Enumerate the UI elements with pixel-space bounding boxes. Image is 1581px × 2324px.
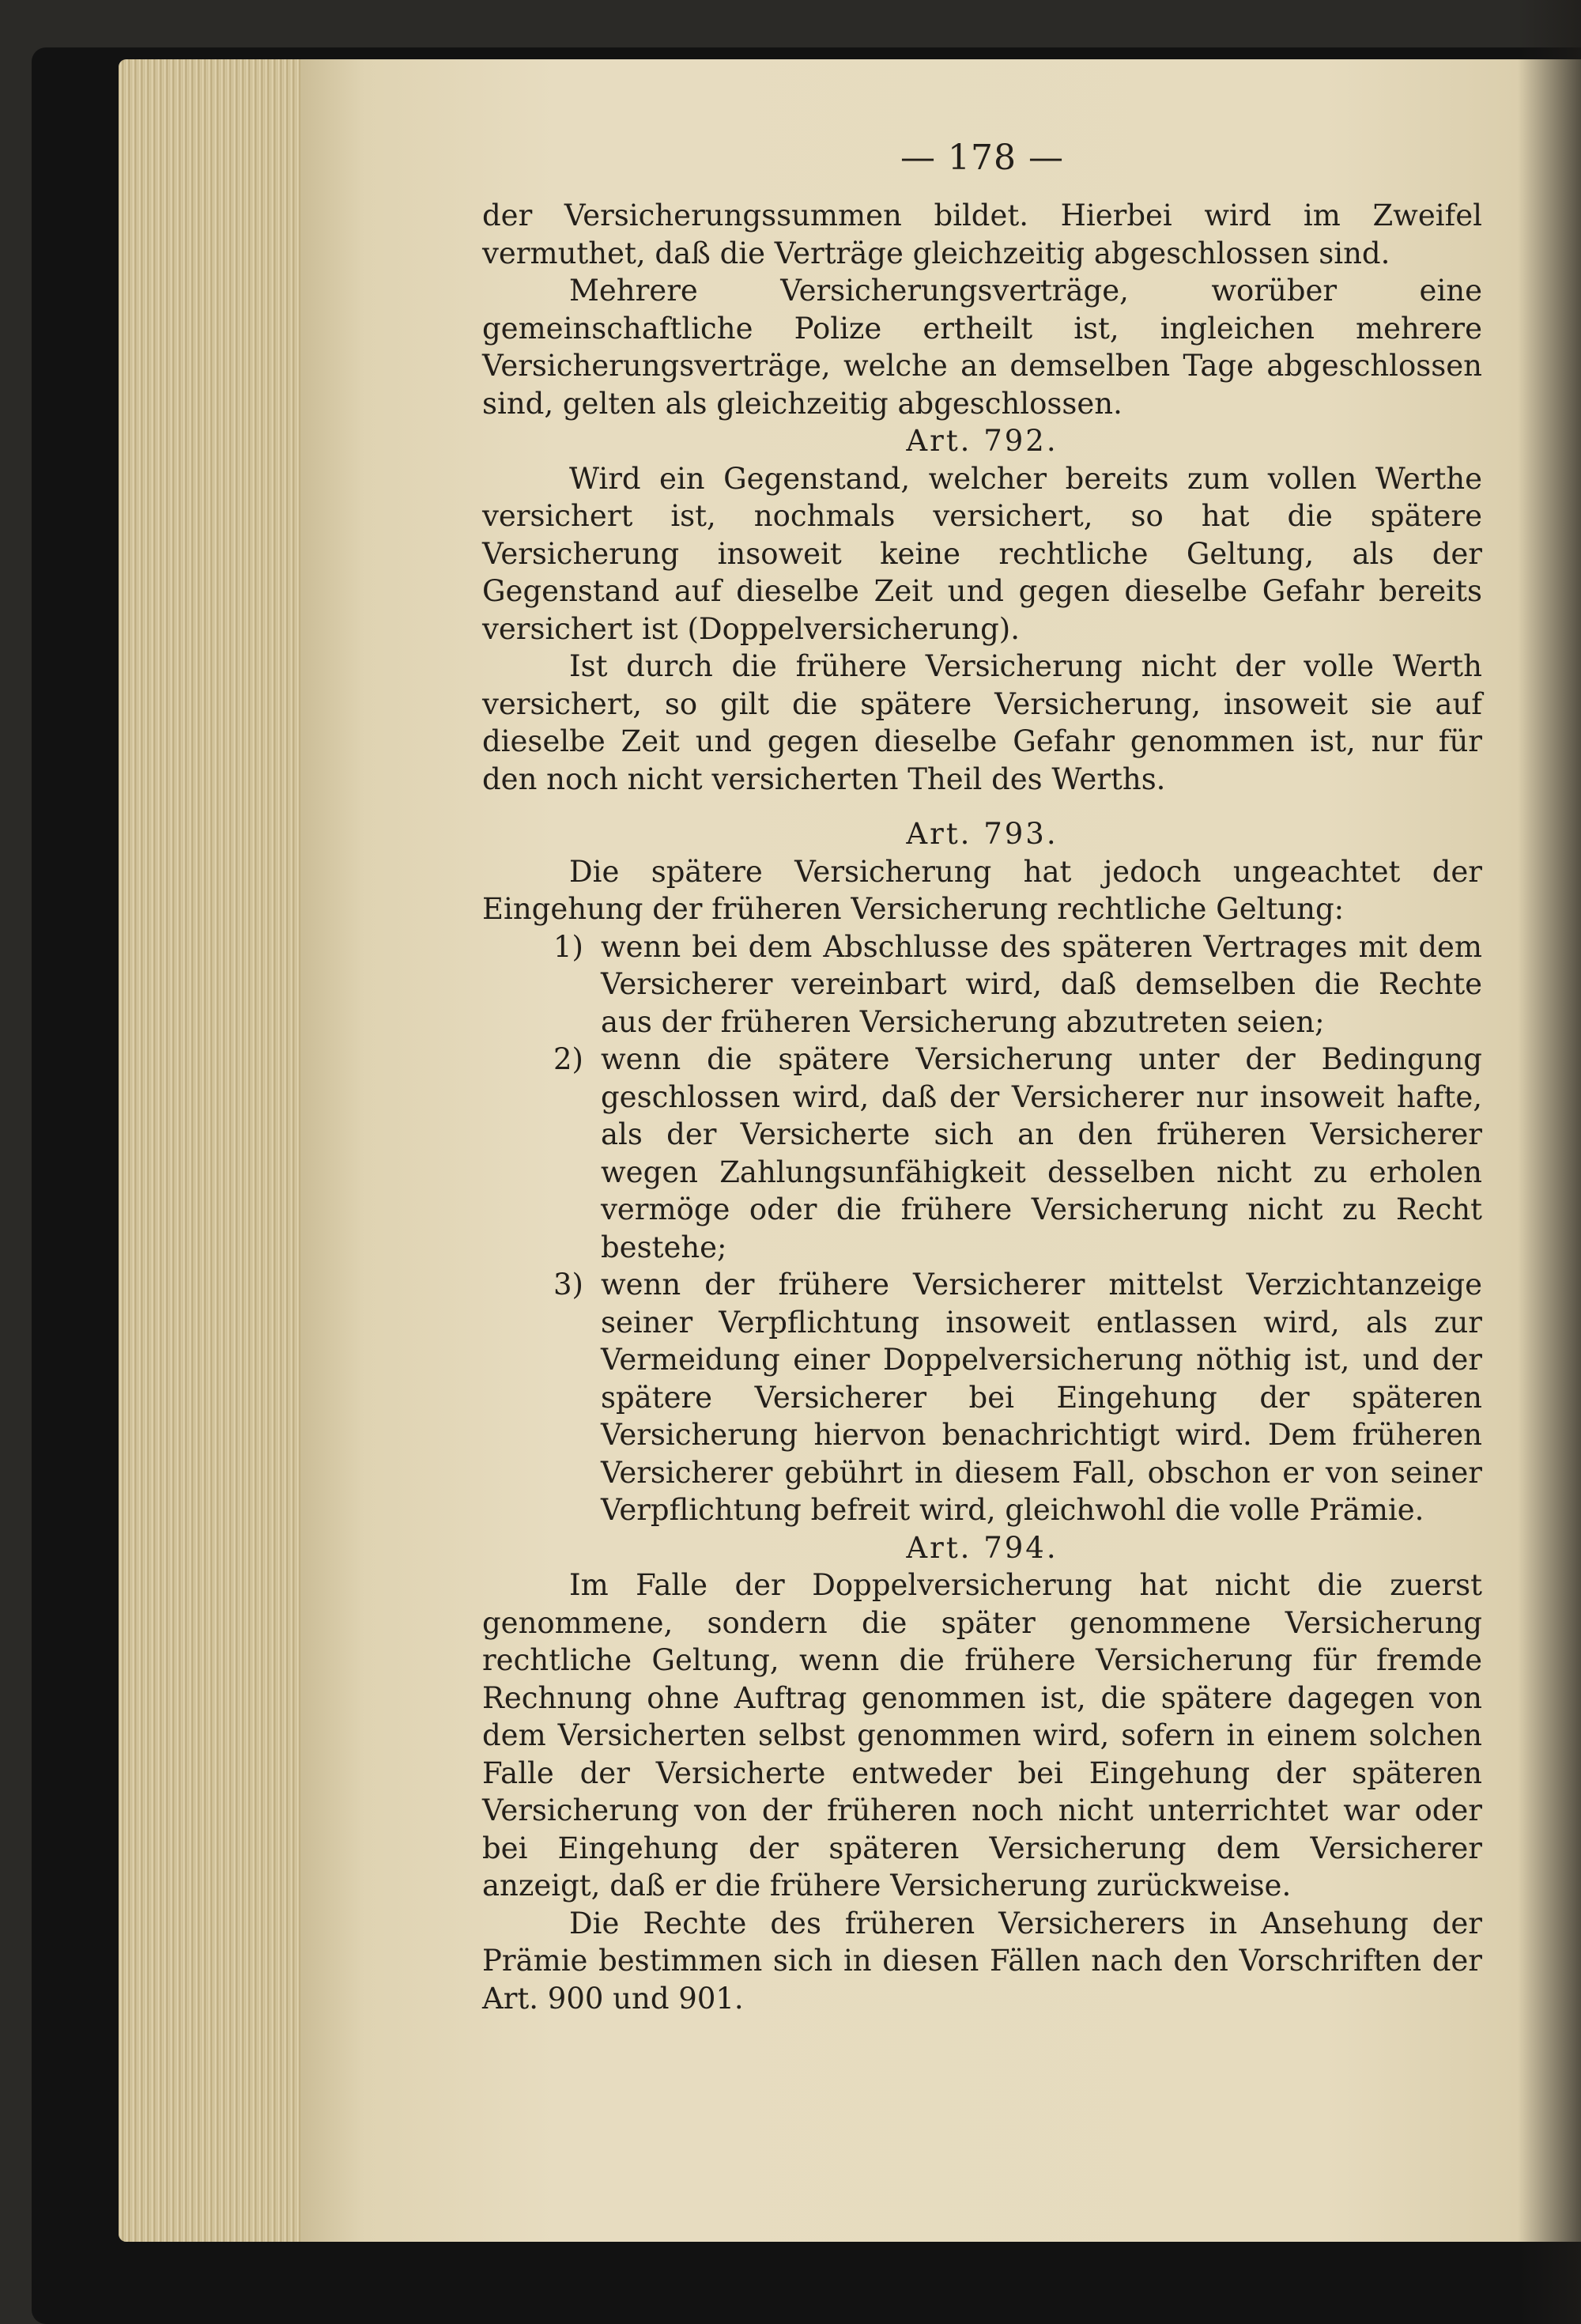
paragraph: Mehrere Versicherungsverträge, worüber eine gemeinschaftliche Polize ertheilt ist, ingleichen mehrere Versicherungsverträge, welche an demselben Tage abgeschlossen sind, gelten als gleichzeitig abgeschlossen. [482,274,1482,421]
list-item [482,1041,1482,1266]
list-marker: 3) [553,1268,583,1302]
paragraph: Ist durch die frühere Versicherung nicht der volle Werth versichert, so gilt die spätere Versicherung, insoweit sie auf dieselbe Zeit und gegen dieselbe Gefahr genommen ist, nur für den noch nicht versicherten Theil des Werths. [482,649,1482,796]
article-heading: Art. 792. [906,424,1058,458]
page-edges [119,59,300,2242]
paragraph: Im Falle der Doppelversicherung hat nicht die zuerst genommene, sondern die später genommene Versicherung rechtliche Geltung, wenn die frühere Versicherung für fremde Rechnung ohne Auftrag genommen ist, die spätere dagegen von dem Versicherten selbst genommen wird, sofern in einem solchen Falle der Versicherte entweder bei Eingehung der späteren Versicherung von der früheren noch nicht unterrichtet war oder bei Eingehung der späteren Versicherung dem Versicherer anzeigt, daß er die frühere Versicherung zurückweise. [482,1568,1482,1903]
list-item-text: wenn die spätere Versicherung unter der Bedingung geschlossen wird, daß der Versicherer nur insoweit hafte, als der Versicherte sich an den früheren Versicherer wegen Zahlungsunfähigkeit desselben nicht zu erholen vermöge oder die frühere Versicherung nicht zu Recht bestehe; [601,1042,1482,1264]
page-number: — 178 — [900,138,1064,178]
list-item-text: wenn bei dem Abschlusse des späteren Vertrages mit dem Versicherer vereinbart wird, daß demselben die Rechte aus der früheren Versicherung abzutreten seien; [601,929,1482,1039]
list-item [482,928,1482,1041]
paragraph: Wird ein Gegenstand, welcher bereits zum vollen Werthe versichert ist, nochmals versichert, so hat die spätere Versicherung insoweit keine rechtliche Geltung, als der Gegenstand auf dieselbe Zeit und gegen dieselbe Gefahr bereits versichert ist (Doppelversicherung). [482,461,1482,646]
page-text [482,130,1482,2017]
page-shadow [1518,0,1581,2324]
paragraph: der Versicherungssummen bildet. Hierbei wird im Zweifel vermuthet, daß die Verträge gleichzeitig abgeschlossen sind. [482,198,1482,270]
paragraph: Die spätere Versicherung hat jedoch ungeachtet der Eingehung der früheren Versicherung rechtliche Geltung: [482,854,1482,926]
paragraph: Die Rechte des früheren Versicherers in Ansehung der Prämie bestimmen sich in diesen Fällen nach den Vorschriften der Art. 900 und 901. [482,1906,1482,2016]
article-heading: Art. 794. [906,1530,1058,1565]
list-item [482,1266,1482,1529]
list-marker: 1) [553,929,583,964]
list-marker: 2) [553,1042,583,1076]
article-heading: Art. 793. [906,817,1058,851]
list-item-text: wenn der frühere Versicherer mittelst Verzichtanzeige seiner Verpflichtung insoweit entlassen wird, als zur Vermeidung einer Doppelversicherung nöthig ist, und der spätere Versicherer bei Eingehung der späteren Versicherung hiervon benachrichtigt wird. Dem früheren Versicherer gebührt in diesem Fall, obschon er von seiner Verpflichtung befreit wird, gleichwohl die volle Prämie. [601,1268,1482,1527]
